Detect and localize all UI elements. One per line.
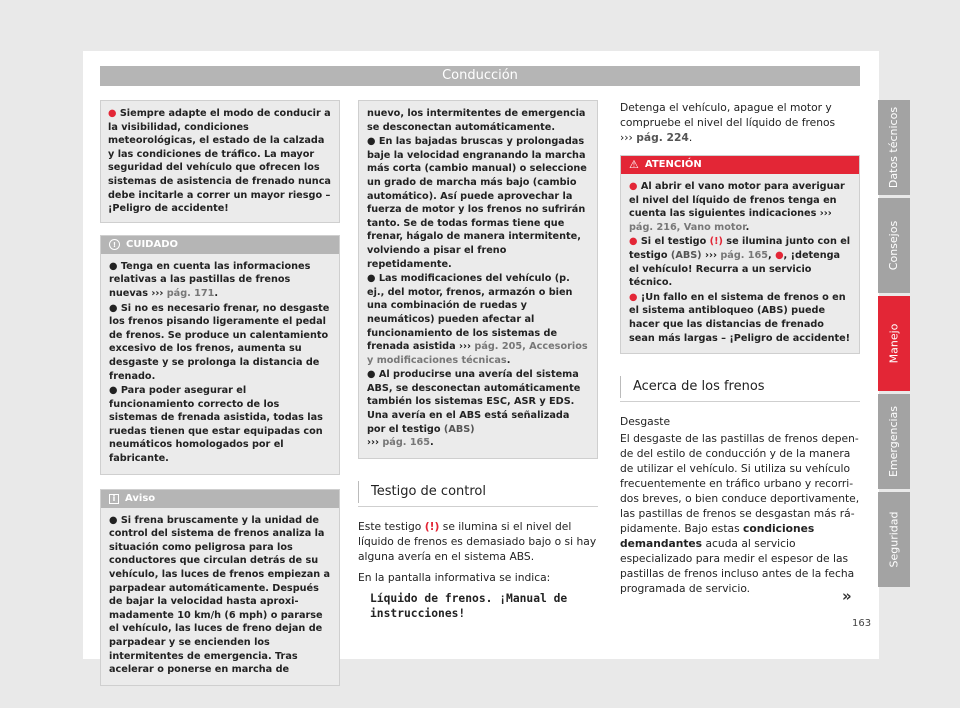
tab-consejos[interactable]: Consejos bbox=[878, 198, 910, 293]
header-title: Conducción bbox=[442, 68, 518, 83]
page-ref-link[interactable]: pág. 165 bbox=[720, 249, 769, 261]
page-ref-link[interactable]: pág. 165 bbox=[382, 437, 431, 449]
tab-seguridad[interactable]: Seguridad bbox=[878, 492, 910, 587]
list-item: ● Si frena bruscamente y la unidad de control del sistema de frenos analiza la situación como peligrosa para los conductores que circulan detrás de su vehículo, las luces de frenos empiezan a parpadear automáticamente. Después de bajar la velocidad hasta aproximadamente 10 km/h (6 mph) o pararse el vehículo, las luces de freno dejan de parpadear y se encienden los intermitentes de emergencia. Tras acelerar o ponerse en marcha de bbox=[109, 514, 331, 676]
brake-lamp-icon: (!) bbox=[424, 519, 440, 533]
frenos-body: Desgaste El desgaste de las pastillas de frenos depende del estilo de conducción y de la manera de utilizar el vehículo. Si utiliza su vehículo frecuentemente en tráfico urbano y recorridos breves, o bien conduce deportivamente, las pastillas de frenos se desgastan más rápidamente. Bajo estas condiciones demandantes acuda al servicio especializado para medir el espesor de las pastillas de frenos incluso antes de la fecha programada de servicio. bbox=[620, 415, 860, 596]
abs-lamp-icon: (ABS) bbox=[670, 249, 702, 261]
aviso-continued-body: nuevo, los intermitentes de emergencia se desconectan automáticamente. ● En las bajadas bruscas y prolongadas baje la velocidad engranando la marcha más corta (cambio manual) o seleccione un grado de marcha más bajo (cambio automático). Así puede aprovechar la fuerza de motor y los frenos no sufrirán tanto. Se de todas formas tiene que frenar, hágalo de manera intermitente, volviendo a pisar el freno repetidamente. ● Las modificaciones del vehículo (p. ej., del motor, frenos, armazón o bien una combinación de ruedas y neumáticos) pueden afectar al funcionamiento de los sistemas de frenada asistida ››› pág. 205, Accesorios y modificaciones técnicas. ● Al producirse una avería del sistema ABS, se desconectan automáticamente también los sistemas ESC, ASR y EDS. Una avería en el ABS está señalizada por el testigo (ABS) ››› pág. 165. bbox=[367, 108, 588, 449]
section-title-testigo: Testigo de control bbox=[358, 481, 598, 507]
tab-manejo[interactable]: Manejo bbox=[878, 296, 910, 391]
atencion-box bbox=[620, 155, 860, 354]
page-ref-link[interactable]: pág. 224 bbox=[636, 131, 689, 144]
caution-icon: ! bbox=[109, 239, 120, 250]
cuidado-box bbox=[100, 235, 340, 475]
page-ref-link[interactable]: pág. 216, Vano motor bbox=[629, 221, 746, 233]
column-3 bbox=[620, 100, 860, 602]
aviso-box-continued bbox=[358, 100, 598, 459]
page-ref-link[interactable]: pág. 171 bbox=[166, 287, 215, 299]
aviso-box bbox=[100, 489, 340, 686]
stop-lamp-icon: ● bbox=[775, 249, 784, 261]
list-item: ● Tenga en cuenta las informaciones relativas a las pastillas de frenos nuevas ››› pág. 171. bbox=[109, 260, 311, 299]
warning-triangle-icon: ⚠ bbox=[629, 158, 639, 171]
tab-datos-tecnicos[interactable]: Datos técnicos bbox=[878, 100, 910, 195]
display-message: Líquido de frenos. ¡Manual de instrucciones! bbox=[370, 591, 568, 620]
subhead-desgaste: Desgaste bbox=[620, 415, 671, 429]
abs-lamp-icon: (ABS) bbox=[443, 423, 475, 435]
cuidado-header: ! CUIDADO bbox=[101, 236, 339, 254]
info-icon: i bbox=[109, 494, 119, 504]
intro-text: Detenga el vehículo, apague el motor y compruebe el nivel del líquido de frenos ››› pág. 224. bbox=[620, 101, 836, 144]
warning-text: Siempre adapte el modo de conducir a la visibilidad, condiciones meteorológicas, el estado de la calzada y las condiciones de tráfico. La mayor seguridad del vehículo que ofrecen los sistemas de asistencia de frenado nunca debe incitarle a correr un mayor riesgo – ¡Peligro de accidente! bbox=[108, 108, 331, 215]
column-1 bbox=[100, 100, 340, 686]
list-item: ● ¡Un fallo en el sistema de frenos o en el sistema antibloqueo (ABS) puede hacer que las distancias de frenado sean más largas – ¡Peligro de accidente! bbox=[629, 291, 851, 344]
list-item: ● Si el testigo (!) se ilumina junto con el testigo (ABS) ››› pág. 165, ●, ¡detenga el vehículo! Recurra a un servicio técnico. bbox=[629, 236, 851, 289]
list-item: ● Para poder asegurar el funcionamiento correcto de los sistemas de frenada asistida, todas las ruedas tienen que estar equipadas con neumáticos homologados por el fabricante. bbox=[109, 385, 323, 465]
page-ref-link[interactable]: pág. 205, Accesorios y modificaciones técnicas bbox=[367, 341, 588, 366]
list-item: ● Si no es necesario frenar, no desgaste los frenos pisando ligeramente el pedal de frenos. Se produce un calentamiento excesivo de los frenos, aumenta su desgaste y se prolonga la distancia de frenado. bbox=[109, 302, 330, 382]
section-title-frenos: Acerca de los frenos bbox=[620, 376, 860, 402]
bullet-icon: ● bbox=[108, 108, 117, 119]
brake-lamp-icon: (!) bbox=[709, 236, 723, 248]
list-item: ● Al abrir el vano motor para averiguar el nivel del líquido de frenos tenga en cuenta las siguientes indicaciones ››› pág. 216, Vano motor. bbox=[629, 181, 845, 233]
page-number: 163 bbox=[852, 618, 872, 629]
page-header bbox=[100, 66, 860, 86]
testigo-body: Este testigo (!) se ilumina si el nivel del líquido de frenos es demasiado bajo o si hay alguna avería en el sistema ABS. En la pantalla informativa se indica: Líquido de frenos. ¡Manual de instrucciones! bbox=[358, 519, 597, 620]
list-item: ● En las bajadas bruscas y prolongadas baje la velocidad engranando la marcha más corta (cambio manual) o seleccione un grado de marcha más bajo (cambio automático). Así puede aprovechar la fuerza de motor y los frenos no sufrirán tanto. Se de todas formas tiene que frenar, hágalo de manera intermitente, volviendo a pisar el freno repetidamente. bbox=[367, 136, 587, 270]
list-item: ● Las modificaciones del vehículo (p. ej., del motor, frenos, armazón o bien una combinación de ruedas y neumáticos) pueden afectar al funcionamiento de los sistemas de frenada asistida ››› pág. 205, Accesorios y modificaciones técnicas. bbox=[367, 273, 588, 366]
cuidado-body bbox=[101, 254, 339, 474]
atencion-body bbox=[621, 174, 859, 353]
tab-emergencias[interactable]: Emergencias bbox=[878, 394, 910, 489]
column-2 bbox=[358, 100, 598, 621]
atencion-header: ⚠ ATENCIÓN bbox=[621, 156, 859, 174]
list-item: ● Al producirse una avería del sistema ABS, se desconectan automáticamente también los sistemas ESC, ASR y EDS. Una avería en el ABS está señalizada por el testigo (ABS) ››› pág. 165. bbox=[367, 369, 581, 449]
continue-mark: » bbox=[842, 587, 852, 605]
aviso-body bbox=[101, 508, 339, 685]
warning-box-continued bbox=[100, 100, 340, 223]
aviso-header: i Aviso bbox=[101, 490, 339, 508]
